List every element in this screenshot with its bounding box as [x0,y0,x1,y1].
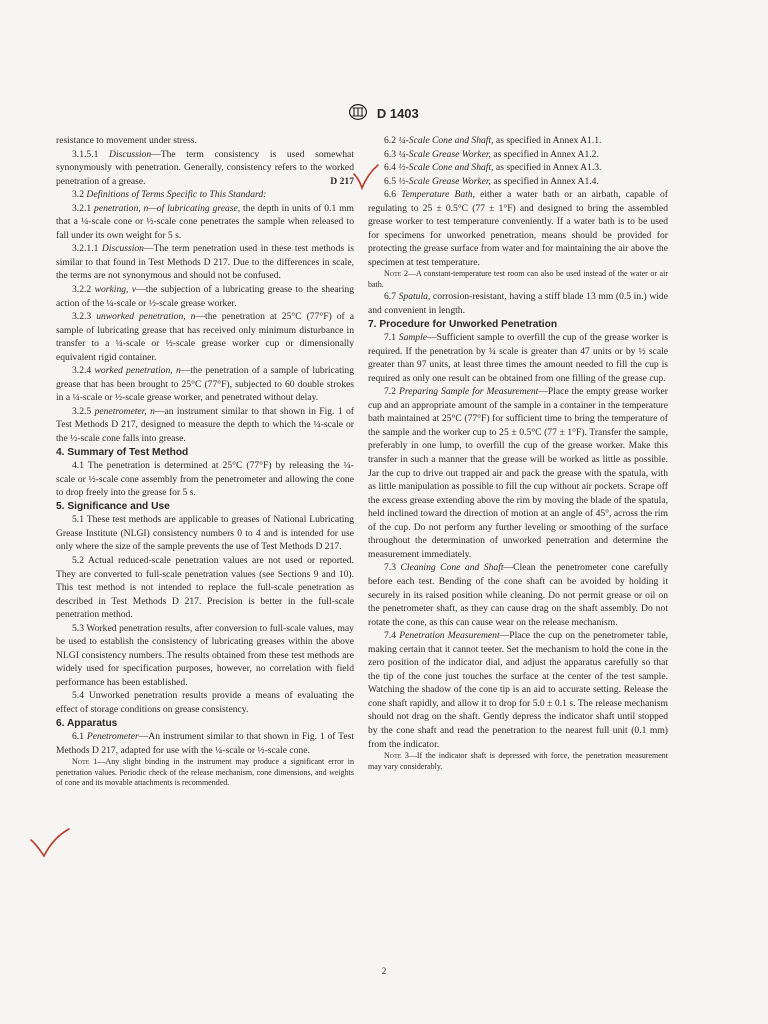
left-column [56,134,354,789]
paragraph: 6.5 ½-Scale Grease Worker, as specified in Annex A1.4. [384,175,599,187]
paragraph: 3.2 Definitions of Terms Specific to This Standard: [72,189,267,201]
astm-logo-icon [349,104,367,123]
paragraph: 7.1 Sample—Sufficient sample to overfill the cup of the grease worker is required. If the penetration by ¼ scale is greater than 47 units or by ½ scale greater than 97 units, at least three times the amount needed to fill the cup is required as only one result can be obtained from one filling of the grease cup. [368,332,669,384]
note: Note 1—Any slight binding in the instrument may produce a significant error in penetration values. Periodic check of the release mechanism, cone dimensions, and weights of cone and its movable attachments is recommended. [56,757,354,788]
paragraph: 3.2.3 unworked penetration, n—the penetration at 25°C (77°F) of a sample of lubricating grease that has received only minimum disturbance in transfer to a ¼-scale or ½-scale grease worker cup or dimensionally equivalent rigid container. [56,311,354,363]
paragraph: 7.3 Cleaning Cone and Shaft—Clean the penetrometer cone carefully before each test. Bending of the cone shaft can be avoided by holding it securely in its raised position while cleaning. Do not permit grease or oil on the penetrometer shaft, as they can cause drag on the shaft assembly. Do not rotate the cone, as this can cause wear on the release mechanism. [368,562,669,628]
section-heading: 6. Apparatus [56,717,118,729]
paragraph: 3.2.1 penetration, n—of lubricating grease, the depth in units of 0.1 mm that a ¼-scale cone or ½-scale cone penetrates the sample when released to fall under its own weight for 5 s. [56,202,354,241]
paragraph: 3.2.5 penetrometer, n—an instrument similar to that shown in Fig. 1 of Test Methods D 217, designed to measure the depth to which the ¼-scale or the ½-scale cone falls into grease. [56,405,355,445]
paragraph: 3.2.2 working, v—the subjection of a lubricating grease to the shearing action of the ¼-scale or ½-scale grease worker. [56,284,354,309]
paragraph: 6.1 Penetrometer—An instrument similar to that shown in Fig. 1 of Test Methods D 217, adapted for use with the ¼-scale or ½-scale cone. [56,731,354,756]
section-heading: 7. Procedure for Unworked Penetration [368,318,558,330]
paragraph: 6.4 ½-Scale Cone and Shaft, as specified in Annex A1.3. [384,162,602,174]
paragraph: 6.6 Temperature Bath, either a water bath or an airbath, capable of regulating to 25 ± 0.5°C (77 ± 1°F) and designed to bring the assembled grease worker to test temperature conveniently. If a water bath is to be used for specimens for unworked penetration, means should be provided for protecting the grease surface from water and for maintaining the air above the specimen at test temperature. [368,189,668,268]
note: Note 3—If the indicator shaft is depressed with force, the penetration measurement may vary considerably. [368,751,668,771]
note: Note 2—A constant-temperature test room can also be used instead of the water or air bath. [368,269,668,289]
page-number: 2 [381,966,387,976]
paragraph: 5.3 Worked penetration results, after conversion to full-scale values, may be used to establish the consistency of lubricating greases within the above NLGI consistency numbers. The results obtained from these test methods are widely used for specification purposes, however, no correlation with field performance has been established. [56,622,354,688]
paragraph: 6.7 Spatula, corrosion-resistant, having a stiff blade 13 mm (0.5 in.) wide and convenient in length. [368,291,668,317]
paragraph: 6.2 ¼-Scale Cone and Shaft, as specified in Annex A1.1. [384,135,602,146]
paragraph: 3.1.5.1 Discussion—The term consistency is used somewhat synonymously with penetration. Generally, consistency refers to the worked penetration of a grease. D 217 [56,148,354,187]
paragraph: 7.2 Preparing Sample for Measurement—Place the empty grease worker cup and an appropriate amount of the sample in a container in the temperature bath maintained at 25°C (77°F) for sufficient time to bring the temperature of the sample and the worker cup to 25 ± 0.5°C (77 ± 1°F). Transfer the sample, preferably in one lump, to overfill the cup of the grease worker. Make this transfer in such a manner that the grease will be worked as little as possible. Jar the cup to drive out trapped air and pack the grease with the spatula, with as little manipulation as possible to fill the cup without air pockets. Scrape off the excess grease extending above the rim by moving the blade of the spatula, held inclined toward the direction of motion at an angle of 45°, across the rim of the cup. Do not perform any further leveling or smoothing of the surface throughout the determination of unworked penetration and determine the measurement immediately. [368,386,668,560]
paragraph: 3.2.4 worked penetration, n—the penetration of a sample of lubricating grease that has been brought to 25°C (77°F), subjected to 60 double strokes in a ¼-scale or ½-scale grease worker, and penetrated without delay. [56,365,354,404]
paragraph: 5.2 Actual reduced-scale penetration values are not used or reported. They are converted to full-scale penetration values (see Sections 9 and 10). This test method is not intended to replace the full-scale penetration as described in Test Methods D 217. Precision is better in the full-scale penetration method. [56,554,355,621]
paragraph: 5.1 These test methods are applicable to greases of National Lubricating Grease Institute (NLGI) consistency numbers 0 to 4 and is intended for use only where the size of the sample prevents the use of Test Methods D 217. [56,514,354,553]
checkmark-icon [28,826,72,860]
paragraph: 6.3 ¼-Scale Grease Worker, as specified in Annex A1.2. [384,148,599,160]
section-heading: 4. Summary of Test Method [56,446,189,458]
section-heading: 5. Significance and Use [56,500,170,512]
right-column [368,134,668,772]
paragraph: 4.1 The penetration is determined at 25°C (77°F) by releasing the ¼-scale or ½-scale cone assembly from the penetrometer and allowing the cone to drop freely into the grease for 5 s. [56,460,354,499]
paragraph: 3.2.1.1 Discussion—The term penetration used in these test methods is similar to that found in Test Methods D 217. Due to the differences in scale, the terms are not synonymous and should not be confused. [56,243,354,282]
page-header [0,104,768,123]
paragraph: 5.4 Unworked penetration results provide a means of evaluating the effect of storage conditions on grease consistency. [56,690,354,715]
designation: D 1403 [376,106,419,121]
paragraph: resistance to movement under stress. [56,135,197,146]
paragraph: 7.4 Penetration Measurement—Place the cup on the penetrometer table, making certain that it cannot teeter. Set the mechanism to hold the cone in the zero position of the indicator dial, and adjust the apparatus carefully so that the tip of the cone just touches the surface at the center of the test sample. Watching the shadow of the cone tip is an aid to accurate setting. Release the cone shaft rapidly, and allow it to drop for 5.0 ± 0.1 s. The release mechanism should not drag on the shaft. Gently depress the indicator shaft until stopped by the cone shaft and read the penetration to the nearest full unit (0.1 mm) from the indicator. [368,630,669,750]
